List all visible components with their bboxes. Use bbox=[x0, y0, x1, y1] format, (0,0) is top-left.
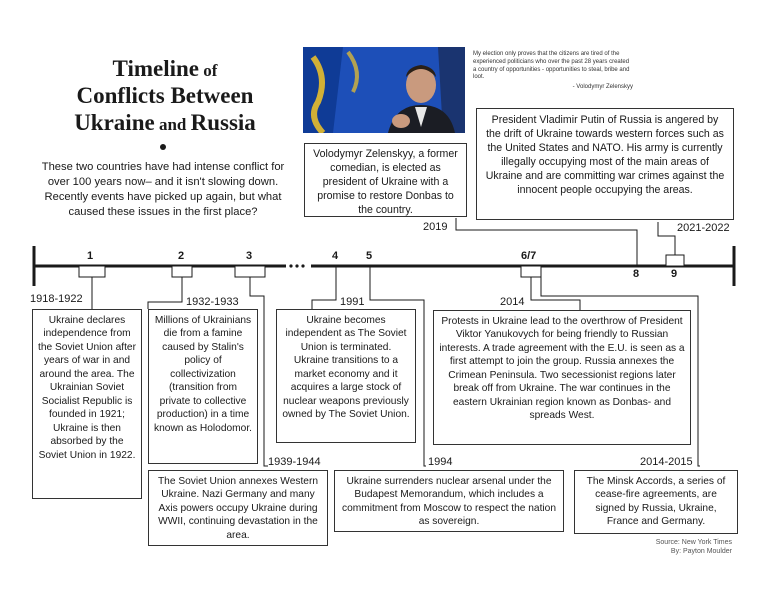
source-line: Source: New York Times bbox=[655, 539, 732, 546]
title-word-of: of bbox=[199, 61, 218, 80]
bracket-1 bbox=[79, 266, 105, 277]
event-box-8: Volodymyr Zelenskyy, a former comedian, is elected as president of Ukraine with a promise to restore Donbas to the country. bbox=[304, 143, 467, 217]
event-box-5: Ukraine surrenders nuclear arsenal under the Budapest Memorandum, which includes a commitment from Moscow to respect the nation as sovereign. bbox=[334, 470, 564, 532]
bracket-2 bbox=[172, 266, 192, 277]
title-word-russia: Russia bbox=[190, 110, 256, 136]
event-box-4: Ukraine becomes independent as The Soviet Union is terminated. Ukraine transitions to a market economy and it acquires a large stock of nuclear weapons previously owned by The Soviet Union. bbox=[276, 309, 416, 443]
quote-attribution: - Volodymyr Zelenskyy bbox=[572, 84, 633, 91]
marker-6-7: 6/7 bbox=[521, 250, 537, 262]
event-box-7: The Minsk Accords, a series of cease-fire agreements, are signed by Russia, Ukraine, France and Germany. bbox=[574, 470, 738, 534]
date-1991: 1991 bbox=[340, 296, 365, 308]
date-2021-2022: 2021-2022 bbox=[677, 222, 730, 234]
marker-9: 9 bbox=[671, 268, 678, 280]
bracket-9 bbox=[666, 255, 684, 266]
intro-paragraph: These two countries have had intense conflict for over 100 years now– and it isn't slowing down. Recently events have picked up again, but what caused these issues in the first place? bbox=[41, 161, 285, 218]
date-1939-1944: 1939-1944 bbox=[268, 456, 321, 468]
title-word-ukraine: Ukraine bbox=[74, 110, 155, 136]
timeline-gap-dots bbox=[289, 264, 304, 267]
event-box-3: The Soviet Union annexes Western Ukraine. Nazi Germany and many Axis powers occupy Ukraine during WWII, continuing devastation in the area. bbox=[148, 470, 328, 546]
event-box-9: President Vladimir Putin of Russia is angered by the drift of Ukraine towards western forces such as the United States and NATO. His army is currently illegally occupying most of the main areas of Ukraine and are committing war crimes against the innocent people occupying the areas. bbox=[476, 108, 734, 220]
title-word-and: and bbox=[154, 115, 191, 135]
bracket-67 bbox=[521, 266, 541, 277]
marker-2: 2 bbox=[178, 250, 185, 262]
author-line: By: Payton Moulder bbox=[670, 548, 732, 556]
date-1918-1922: 1918-1922 bbox=[30, 293, 83, 305]
date-1994: 1994 bbox=[428, 456, 453, 468]
quote-text: My election only proves that the citizens are tired of the experienced politicians who over the past 28 years created a country of opportunities - opportunities to steal, bribe and loot. bbox=[473, 51, 630, 81]
marker-8: 8 bbox=[633, 268, 640, 280]
title-word-timeline: Timeline bbox=[112, 56, 200, 81]
date-2014: 2014 bbox=[500, 296, 525, 308]
title-line-conflicts: Conflicts Between bbox=[76, 83, 254, 109]
date-2014-2015: 2014-2015 bbox=[640, 456, 693, 468]
marker-3: 3 bbox=[246, 250, 253, 262]
event-box-1: Ukraine declares independence from the Soviet Union after years of war in and around the area. The Ukrainian Soviet Socialist Republic is founded in 1921; Ukraine is then absorbed by the Soviet Union in 1922. bbox=[32, 309, 142, 499]
marker-1: 1 bbox=[87, 250, 94, 262]
source-credit bbox=[656, 538, 732, 556]
marker-4: 4 bbox=[332, 250, 339, 262]
date-1932-1933: 1932-1933 bbox=[186, 296, 239, 308]
marker-5: 5 bbox=[366, 250, 373, 262]
event-box-6: Protests in Ukraine lead to the overthrow of President Viktor Yanukovych for being friendly to Russian interests. A trade agreement with the E.U. is seen as a first attempt to join the group. Russia annexes the Crimean Peninsula. Two secessionist regions later break off from Ukraine. The war continues in the eastern Ukrainian region known as Donbas- and spreads West. bbox=[433, 310, 691, 445]
event-box-2: Millions of Ukrainians die from a famine caused by Stalin's policy of collectivization (transition from private to collective production) in a time known as Holodomor. bbox=[148, 309, 258, 464]
bracket-3 bbox=[235, 266, 265, 277]
date-2019: 2019 bbox=[423, 221, 448, 233]
